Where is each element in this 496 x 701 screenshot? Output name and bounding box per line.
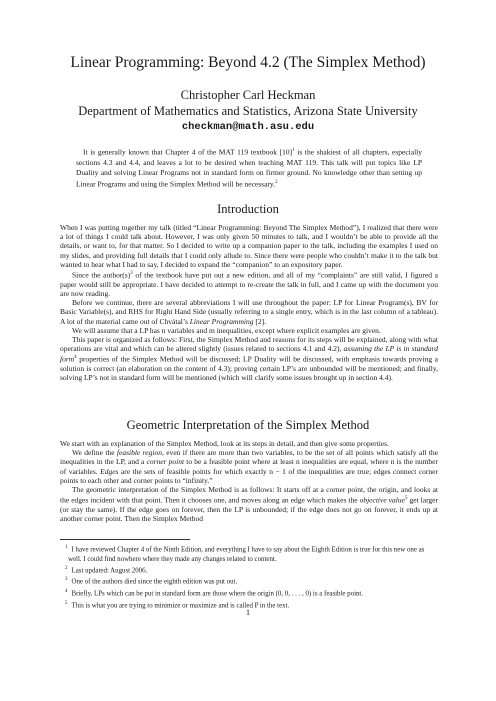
emphasis: assuming the LP is in standard form xyxy=(60,344,438,364)
paragraph xyxy=(60,448,438,485)
page-number: 1 xyxy=(246,608,250,617)
footnote-mark: 1 xyxy=(65,545,68,550)
paragraph xyxy=(60,485,438,523)
text: properties of the Simplex Method will be discussed; LP Duality will be discussed, with emphasis towards proving a solution is correct (an elaboration on the content of 4.3); proving certain LP’s are unbounded will be mentioned; and finally, solving LP’s not in standard form will be mentioned (which will clarify some issues brought up in section 4.4). xyxy=(60,354,438,383)
paragraph xyxy=(60,298,438,326)
abstract-paragraph xyxy=(76,146,422,189)
paragraph xyxy=(60,269,438,298)
footnote-mark: 4 xyxy=(65,589,68,595)
footnote xyxy=(60,575,438,587)
footnote-mark: 3 xyxy=(65,577,68,583)
footnote-ref: 1 xyxy=(292,148,295,153)
footnote-mark: 5 xyxy=(65,600,68,606)
author-name: Christopher Carl Heckman xyxy=(180,88,316,102)
footnote xyxy=(60,543,438,564)
footnote-ref: 3 xyxy=(130,271,133,277)
text: Since the author(s) xyxy=(72,270,131,280)
introduction-body xyxy=(60,223,438,382)
footnote-text: Last updated: August 2006. xyxy=(71,567,148,575)
term: objective value xyxy=(359,495,405,505)
paragraph xyxy=(60,335,438,383)
paragraph: We will assume that a LP has n variables and m inequalities, except where explicit examples are given. xyxy=(72,325,381,335)
footnote-separator xyxy=(60,539,190,540)
geometric-body xyxy=(60,439,438,523)
term: Edges xyxy=(100,466,119,476)
abstract xyxy=(76,146,422,189)
text: get larger (or stay the same). If the edge goes on forever, then the LP is unbounded; if the edge does not go on forever, it ends up at another corner point. Then the Simplex Method xyxy=(60,495,439,524)
paper-title: Linear Programming: Beyond 4.2 (The Simplex Method) xyxy=(70,54,426,71)
footnote-mark: 2 xyxy=(65,565,68,571)
author-email: checkman@math.asu.edu xyxy=(181,121,315,133)
text: We define the xyxy=(72,448,117,458)
footnote-ref: 5 xyxy=(404,496,408,502)
text: [2]. xyxy=(253,316,266,326)
footnote-text: I have reviewed Chapter 4 of the Ninth Edition, and everything I have to say about the Eighth Edition is true for this new one as well. I could find nowhere where they made any changes related to content. xyxy=(68,546,425,563)
section-heading-geometric: Geometric Interpretation of the Simplex Method xyxy=(126,418,370,432)
term: corner point xyxy=(146,457,185,467)
text: of the textbook have put out a new edition, and all of my “complaints” are still valid, I figured a paper would still be appropriate. I have decided to attempt to re-create the talk in full, and I came up with the document you are now reading. xyxy=(60,270,438,298)
footnote-text: Briefly, LPs which can be put in standard form are those where the origin (0, 0, . . . , 0) is a feasible point. xyxy=(71,590,364,598)
abstract-text: is the shakiest of all chapters, especially sections 4.3 and 4.4, and leaves a lot to be desired when teaching MAT 119. This talk will put topics like LP Duality and solving Linear Programs not in standard form on firmer ground. No knowledge other than setting up Linear Programs and using the Simplex Method will be necessary. xyxy=(76,147,423,188)
footnote-ref: 2 xyxy=(275,179,278,185)
term: feasible region xyxy=(116,448,162,458)
paragraph: We start with an explanation of the Simplex Method, look at its steps in detail, and then give some properties. xyxy=(60,439,389,448)
text: The geometric interpretation of the Simplex Method is as follows: It starts off at a corner point, the origin, and looks at the edges incident with that point. Then it chooses one, and moves along an edge which makes the xyxy=(60,485,438,505)
text: to be a feasible point where at least n inequalities are equal, where n is the number of variables. xyxy=(60,457,439,476)
text: are the sets of feasible points for which exactly n − 1 of the inequalities are true; edges connect corner points to each other and corner points to “infinity.” xyxy=(60,466,438,485)
book-title: Linear Programming xyxy=(189,316,254,326)
footnote-ref: 4 xyxy=(74,355,77,361)
text: , even if there are more than two variables, to be the set of all points which satisfy all the inequalities in the LP, and a xyxy=(60,448,438,467)
footnote xyxy=(60,564,438,576)
footnote-text: One of the authors died since the eighth edition was put out. xyxy=(71,578,238,586)
text: This paper is organized as follows: First, the Simplex Method and reasons for its steps will be explained, along with what operations are vital and which can be altered slightly (issues related to sections 4.1 and 4.2), xyxy=(60,334,438,354)
footnote xyxy=(60,587,438,599)
text: Before we continue, there are several abbreviations I will use throughout the paper: LP for Linear Program(s), BV for Basic Variable(s), and RHS for Right Hand Side (usually referring to a single entry, which is in the last column of a tableau). A lot of the material came out of Chvátal’s xyxy=(60,298,438,326)
footnote-text: This is what you are trying to minimize or maximize and is called P in the text. xyxy=(71,601,290,609)
abstract-text: It is generally known that Chapter 4 of the MAT 119 textbook [10] xyxy=(83,147,293,157)
paragraph: When I was putting together my talk (titled “Linear Programming: Beyond The Simplex Method”), I realized that there were a lot of things I could talk about. However, I was only given 50 minutes to talk, and I wouldn’t be able to provide all the details, or want to, for that matter. So I decided to write up a companion paper to the talk, including the examples I used on my slides, and providing full details that I could only allude to. Since there were people who couldn’t make it to the talk but wanted to hear what I had to say, I decided to expand the “companion” to an expository paper. xyxy=(60,223,438,269)
author-affiliation: Department of Mathematics and Statistics, Arizona State University xyxy=(78,104,418,118)
footnotes xyxy=(60,543,438,610)
section-heading-introduction: Introduction xyxy=(217,202,279,216)
